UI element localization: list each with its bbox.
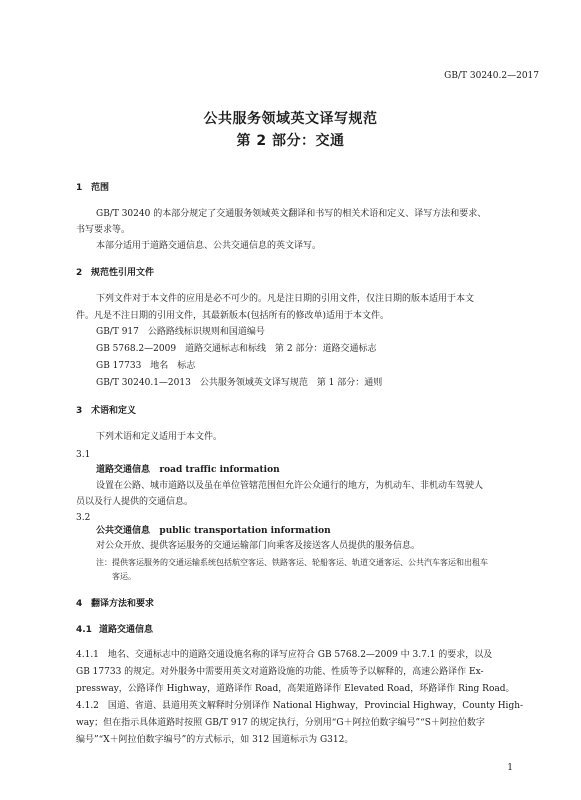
subsection-title: 道路交通信息 — [99, 625, 154, 635]
section-number: 3 — [76, 406, 83, 416]
doc-code: GB/T 30240.2—2017 — [444, 71, 539, 81]
term-number: 3.2 — [76, 513, 91, 523]
reference-item: GB 5768.2—2009 道路交通标志和标线 第 2 部分：道路交通标志 — [96, 344, 377, 354]
term-cn: 公共交通信息 — [96, 526, 151, 536]
paragraph-line: GB/T 30240 的本部分规定了交通服务领域英文翻译和书写的相关术语和定义、译写方法和要求、 — [96, 209, 487, 219]
term-number: 3.1 — [76, 450, 91, 460]
term-heading — [96, 525, 331, 537]
section-title: 翻译方法和要求 — [91, 599, 155, 609]
paragraph-line: 下列文件对于本文件的应用是必不可少的。凡是注日期的引用文件，仅注日期的版本适用于本文 — [96, 294, 475, 304]
definition-line: 员以及行人提供的交通信息。 — [76, 497, 194, 507]
clause-line: 编号”“X＋阿拉伯数字编号”的方式标示，如 312 国道标示为 G312。 — [76, 735, 354, 745]
clause-line: GB 17733 的规定。对外服务中需要用英文对道路设施的功能、性质等予以解释的，高速公路译作 Ex- — [76, 667, 484, 677]
subsection-number: 4.1 — [76, 625, 92, 635]
term-en: road traffic information — [159, 465, 280, 475]
reference-item: GB/T 30240.1—2013 公共服务领域英文译写规范 第 1 部分：通则 — [96, 378, 383, 388]
paragraph-line: 件。凡是不注日期的引用文件，其最新版本(包括所有的修改单)适用于本文件。 — [76, 311, 390, 321]
clause-line: 4.1.1 地名、交通标志中的道路交通设施名称的译写应符合 GB 5768.2—2009 中 3.7.1 的要求，以及 — [76, 650, 493, 660]
term-cn: 道路交通信息 — [96, 465, 151, 475]
clause-line: way；但在指示具体道路时按照 GB/T 917 的规定执行，分别用“G＋阿拉伯数字编号”“S＋阿拉伯数字 — [76, 718, 485, 728]
term-heading — [96, 464, 280, 476]
term-en: public transportation information — [159, 526, 331, 536]
section-number: 1 — [76, 183, 83, 193]
definition: 对公众开放、提供客运服务的交通运输部门向乘客及接送客人员提供的服务信息。 — [96, 541, 421, 551]
definition-line: 设置在公路、城市道路以及虽在单位管辖范围但允许公众通行的地方，为机动车、非机动车驾驶人 — [96, 481, 484, 491]
page-subtitle: 第 2 部分：交通 — [236, 133, 345, 149]
note-line: 注：提供客运服务的交通运输系统包括航空客运、铁路客运、轮船客运、轨道交通客运、公共汽车客运和出租车 — [96, 558, 488, 567]
paragraph: 本部分适用于道路交通信息、公共交通信息的英文译写。 — [96, 241, 322, 251]
section-title: 术语和定义 — [91, 406, 137, 416]
reference-item: GB 17733 地名 标志 — [96, 361, 196, 371]
section-number: 4 — [76, 599, 83, 609]
section-title: 范围 — [91, 183, 110, 193]
section-number: 2 — [76, 268, 83, 278]
paragraph-line: 书写要求等。 — [76, 225, 131, 235]
clause-line: pressway，公路译作 Highway，道路译作 Road，高架道路译作 Elevated Road，环路译作 Ring Road。 — [76, 684, 515, 694]
section-title: 规范性引用文件 — [91, 268, 155, 278]
page-number: 1 — [507, 763, 513, 773]
clause-line: 4.1.2 国道、省道、县道用英文解释时分别译作 National Highway，Provincial Highway，County High- — [76, 701, 524, 711]
note-line: 客运。 — [112, 572, 136, 581]
page-title: 公共服务领域英文译写规范 — [203, 111, 378, 127]
paragraph: 下列术语和定义适用于本文件。 — [96, 432, 223, 442]
reference-item: GB/T 917 公路路线标识规则和国道编号 — [96, 327, 265, 337]
